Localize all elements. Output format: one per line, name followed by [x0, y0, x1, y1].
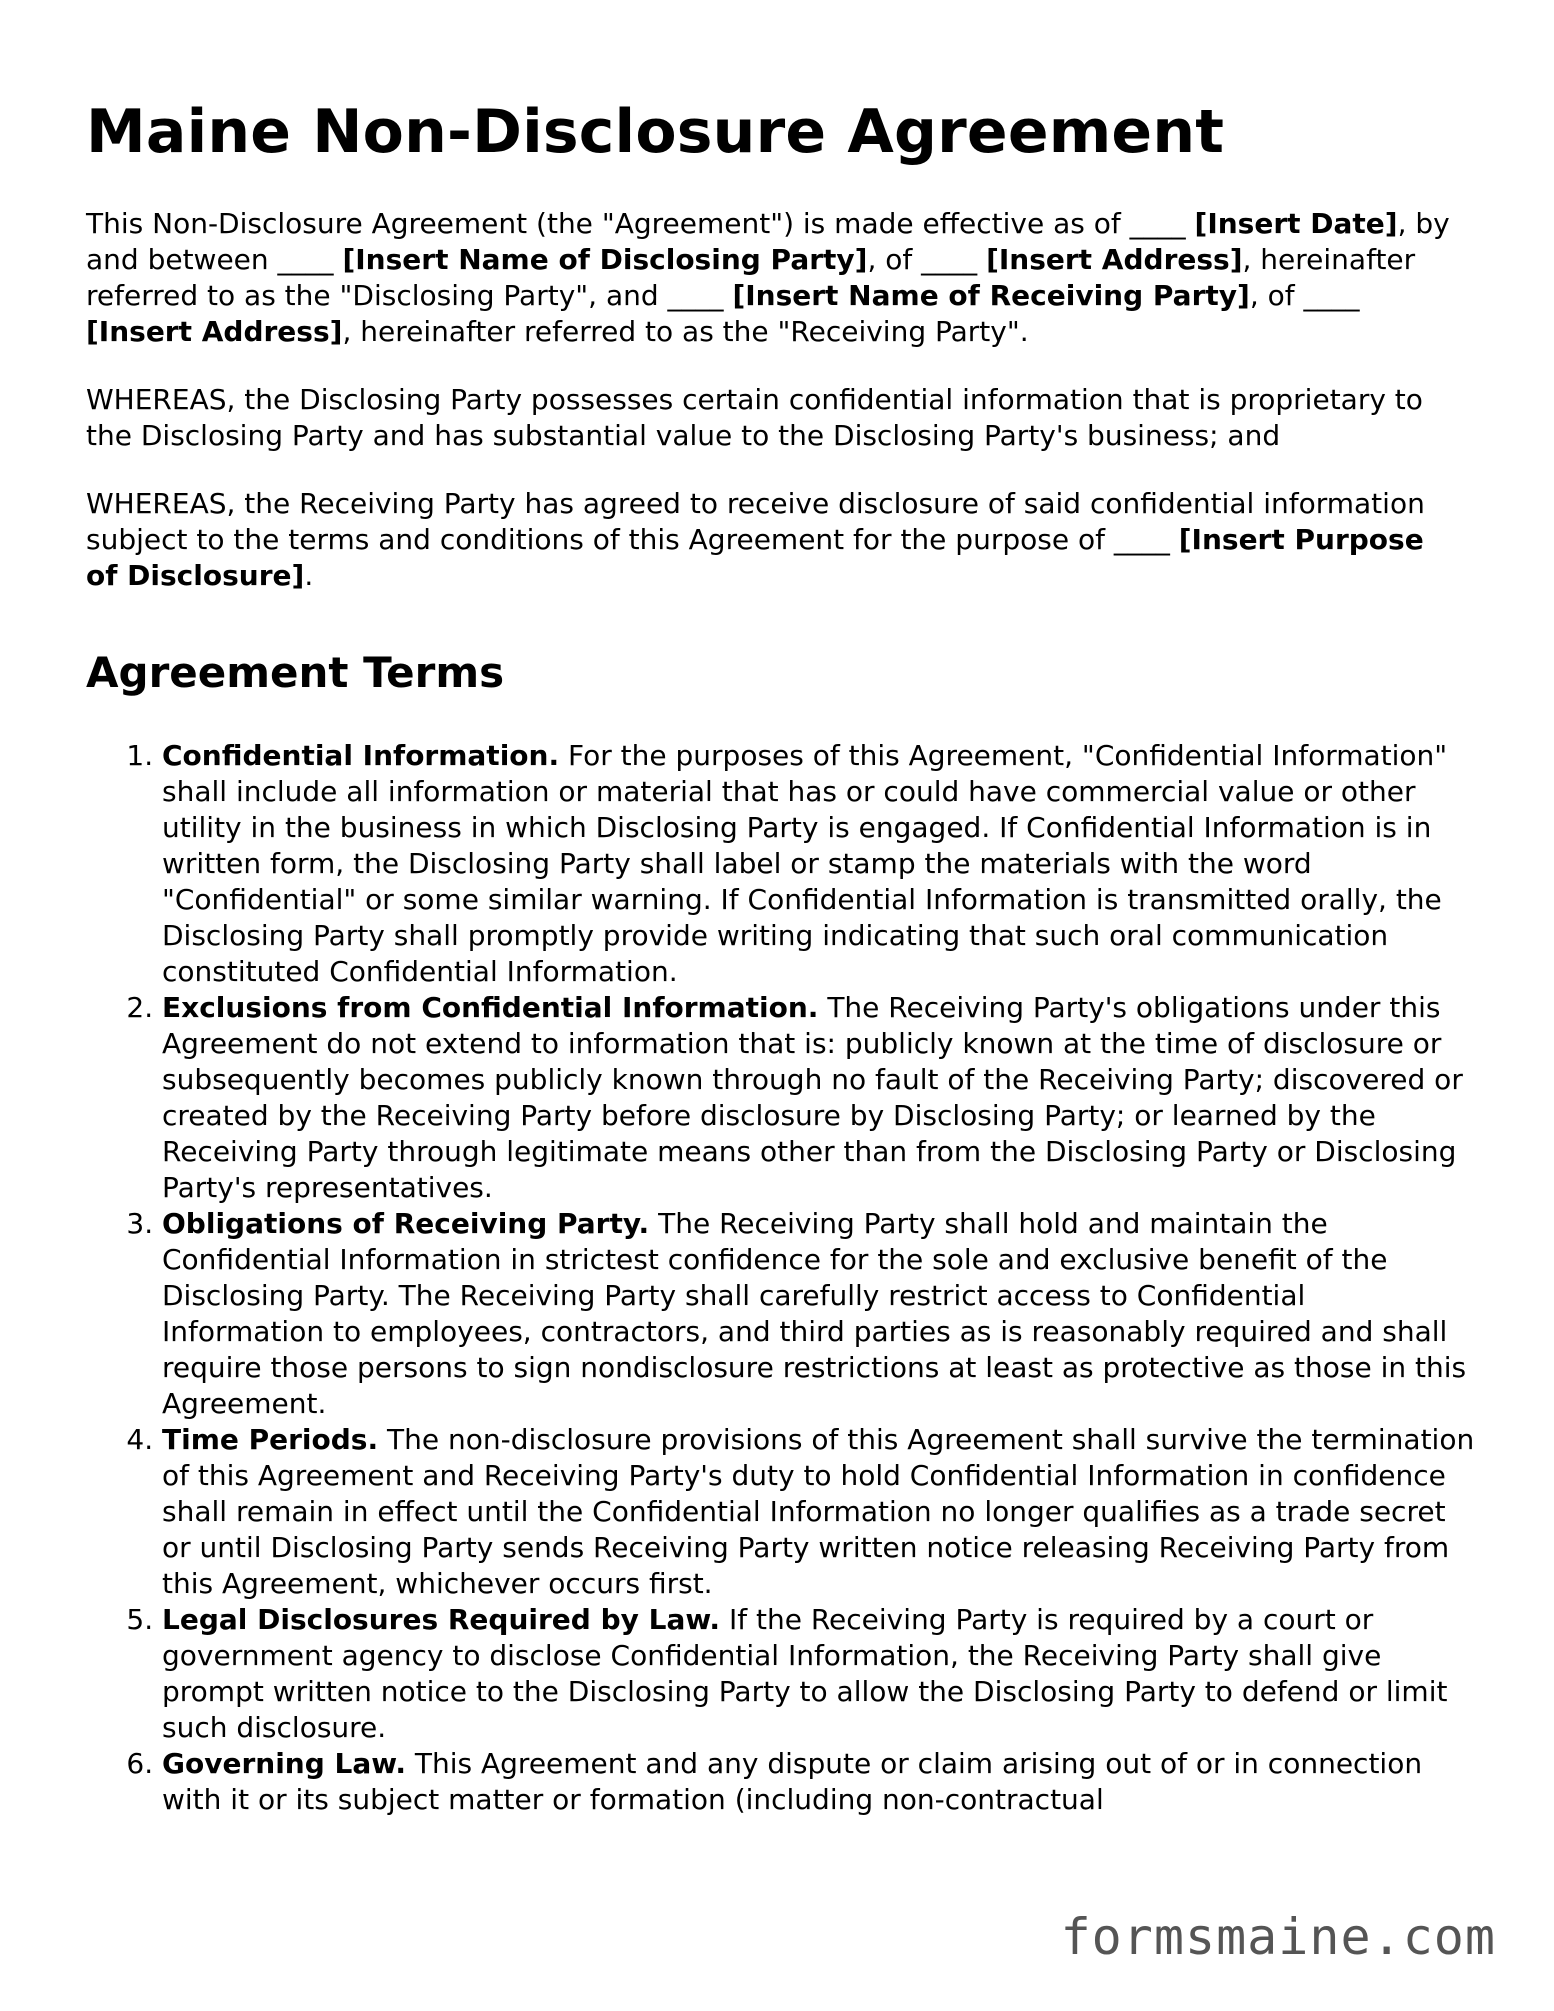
term-item [162, 1602, 1476, 1746]
document-title: Maine Non-Disclosure Agreement [86, 97, 1225, 167]
receiving-party-address-placeholder: [Insert Address] [86, 315, 343, 348]
term-item [162, 990, 1476, 1206]
term-heading: Obligations of Receiving Party. [162, 1207, 650, 1241]
term-heading: Legal Disclosures Required by Law. [162, 1603, 721, 1637]
disclosing-party-address-placeholder: [Insert Address] [986, 243, 1243, 276]
site-watermark: formsmaine.com [1060, 1908, 1496, 1966]
document-page [86, 96, 1476, 1818]
term-body: For the purposes of this Agreement, "Confidential Information" shall include all information or material that has or could have commercial value or other utility in the business in which Disclosing Party is engaged. If Confidential Information is in written form, the Disclosing Party shall label or stamp the materials with the word "Confidential" or some similar warning. If Confidential Information is transmitted orally, the Disclosing Party shall promptly provide writing indicating that such oral communication constituted Confidential Information. [162, 739, 1448, 989]
term-body: The non-disclosure provisions of this Agreement shall survive the termination of this Agreement and Receiving Party's duty to hold Confidential Information in confidence shall remain in effect until the Confidential Information no longer qualifies as a trade secret or until Disclosing Party sends Receiving Party written notice releasing Receiving Party from this Agreement, whichever occurs first. [162, 1423, 1475, 1601]
recital-end: . [304, 559, 314, 592]
recital-text: WHEREAS, the Receiving Party has agreed to receive disclosure of said confidential information subject to the terms and conditions of this Agreement for the purpose of ____ [86, 487, 1425, 556]
term-heading: Confidential Information. [162, 739, 560, 773]
section-heading: Agreement Terms [86, 648, 505, 697]
intro-text: This Non-Disclosure Agreement (the "Agreement") is made effective as of ____ [86, 207, 1195, 240]
intro-text: , of ____ [867, 243, 987, 276]
receiving-party-name-placeholder: [Insert Name of Receiving Party] [732, 279, 1250, 312]
purpose-placeholder: [Insert Purpose of Disclosure] [86, 523, 1424, 592]
term-heading: Exclusions from Confidential Information. [162, 991, 819, 1025]
intro-text: , hereinafter referred to as the "Disclosing Party", and ____ [86, 243, 1416, 312]
term-item [162, 738, 1476, 990]
intro-text: , by and between ____ [86, 207, 1450, 276]
recital-paragraph-1: WHEREAS, the Disclosing Party possesses certain confidential information that is proprietary to the Disclosing Party and has substantial value to the Disclosing Party's business; and [86, 383, 1423, 452]
intro-text: , of ____ [1249, 279, 1360, 312]
disclosing-party-name-placeholder: [Insert Name of Disclosing Party] [342, 243, 868, 276]
recital-paragraph-2 [86, 486, 1456, 594]
intro-paragraph [86, 206, 1456, 350]
term-body: The Receiving Party's obligations under this Agreement do not extend to information that is: publicly known at the time of disclosure or subsequently becomes publicly known through no fault of the Receiving Party; discovered or created by the Receiving Party before disclosure by Disclosing Party; or learned by the Receiving Party through legitimate means other than from the Disclosing Party or Disclosing Party's representatives. [162, 991, 1463, 1205]
term-item [162, 1746, 1476, 1818]
term-body: The Receiving Party shall hold and maintain the Confidential Information in strictest confidence for the sole and exclusive benefit of the Disclosing Party. The Receiving Party shall carefully restrict access to Confidential Information to employees, contractors, and third parties as is reasonably required and shall require those persons to sign nondisclosure restrictions at least as protective as those in this Agreement. [162, 1207, 1467, 1421]
date-placeholder: [Insert Date] [1194, 207, 1398, 240]
term-body: This Agreement and any dispute or claim arising out of or in connection with it or its subject matter or formation (including non-contractual [162, 1747, 1423, 1817]
term-item [162, 1206, 1476, 1422]
intro-text: , hereinafter referred to as the "Receiving Party". [342, 315, 1029, 348]
term-item [162, 1422, 1476, 1602]
terms-list [86, 738, 1476, 1818]
term-heading: Time Periods. [162, 1423, 379, 1457]
term-body: If the Receiving Party is required by a court or government agency to disclose Confidential Information, the Receiving Party shall give prompt written notice to the Disclosing Party to allow the Disclosing Party to defend or limit such disclosure. [162, 1603, 1448, 1745]
term-heading: Governing Law. [162, 1747, 406, 1781]
